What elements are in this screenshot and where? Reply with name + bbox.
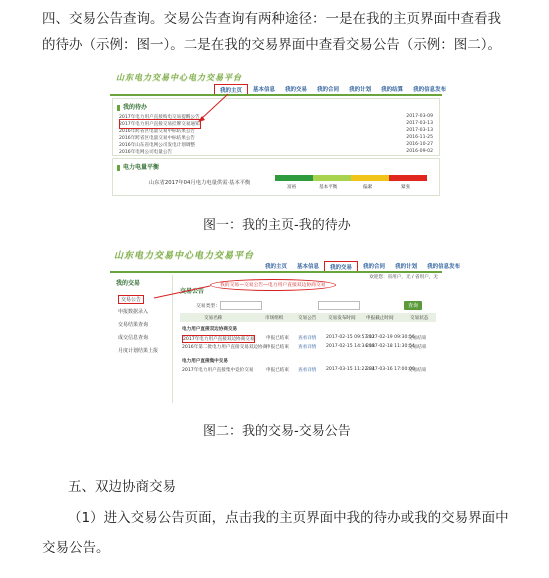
figure-2-screenshot xyxy=(110,246,461,406)
legend-bar-tight xyxy=(351,175,389,181)
group-title: 电力用户直接双边协商交易 xyxy=(182,327,238,332)
annotation-text: 我的交易—交易公告—电力用户直接双边协商交易 xyxy=(220,283,326,288)
platform-logo: 山东电力交易中心电力交易平台 xyxy=(114,251,255,261)
balance-text: 山东省2017年04月电力电量供需·基本平衡 xyxy=(149,180,251,186)
figure-2-caption: 图二：我的交易-交易公告 xyxy=(203,424,351,439)
legend-bar-balanced xyxy=(313,175,351,181)
intro-line-2: 的待办（示例：图一）。二是在我的交易界面中查看交易公告（示例：图二）。 xyxy=(42,37,501,53)
section-title: 交易公告 xyxy=(180,288,205,295)
welcome-text: 欢迎您：省用户，无 / 省用户，无 xyxy=(369,275,438,280)
table-row[interactable]: 2017年电力用户直接双边协商交易 申报已结束 查看详情 2017-02-15 09:57:12 2017-02-19 09:30:56 交易结束 xyxy=(183,335,427,342)
todo-item[interactable]: 2017年电力用户直接交易挂牌交易通知 2017-03-13 xyxy=(119,121,433,127)
legend-bar-surplus xyxy=(275,175,313,181)
col-header: 申报截止时间 xyxy=(366,316,394,321)
balance-panel xyxy=(112,158,440,196)
todo-item[interactable]: 2016年电网公司电量公告 2016-09-02 xyxy=(119,149,433,155)
nav-my-info-release[interactable]: 我的信息发布 xyxy=(427,264,461,270)
date-input[interactable] xyxy=(318,301,360,310)
todo-item[interactable]: 2016年山东省电网公司发电计划调整 2016-10-27 xyxy=(119,142,433,148)
sidebar-item-declaration[interactable]: 申报数据录入 xyxy=(118,309,149,315)
figure-1-screenshot xyxy=(110,70,447,198)
legend-label: 紧张 xyxy=(401,185,411,190)
trade-type-select[interactable] xyxy=(220,301,262,310)
annotation-arrow xyxy=(110,246,442,406)
legend-label: 偏紧 xyxy=(363,185,373,190)
sidebar-item-deal[interactable]: 成交信息查询 xyxy=(118,335,149,341)
balance-title: 电力电量平衡 xyxy=(117,162,159,171)
figure-1-caption: 图一：我的主页-我的待办 xyxy=(203,218,351,233)
todo-item[interactable]: 2016年跨省区电量交易中标结果公告 2016-11-25 xyxy=(119,135,433,141)
sidebar-item-announcement[interactable]: 交易公告 xyxy=(118,295,144,304)
table-row[interactable]: 2016年第二批电力用户直接交易双边协商 申报已结束 查看详情 2017-02-15 14:34:18 2017-02-18 11:30:54 交易结束 xyxy=(182,344,427,350)
todo-item[interactable]: 2016年跨省区电量交易中标结果公告 2017-03-13 xyxy=(119,128,433,134)
nav-my-home[interactable]: 我的主页 xyxy=(214,84,248,96)
nav-my-trade[interactable]: 我的交易 xyxy=(324,261,358,273)
nav-my-info-release[interactable]: 我的信息发布 xyxy=(413,87,447,93)
table-row[interactable]: 2017年电力用户直接集中竞价交易 申报已结束 查看详情 2017-03-15 11:22:34 2017-03-16 17:00:00 交易结束 xyxy=(182,367,427,373)
todo-item[interactable]: 2017年电力用户直接购电交易提醒公告 2017-03-09 xyxy=(119,114,433,120)
group-title: 电力用户直接集中交易 xyxy=(182,359,228,364)
col-header: 交易名称 xyxy=(204,316,223,321)
platform-logo: 山东电力交易中心电力交易平台 xyxy=(116,73,242,82)
search-button[interactable]: 查询 xyxy=(404,301,422,310)
sidebar-item-monthly[interactable]: 月度计划结果上报 xyxy=(118,348,159,354)
step-line-2: 交易公告。 xyxy=(42,540,110,556)
nav-my-home[interactable]: 我的主页 xyxy=(265,264,288,270)
nav-my-contract[interactable]: 我的合同 xyxy=(317,87,340,93)
legend-label: 富裕 xyxy=(287,185,297,190)
intro-line-1: 四、交易公告查询。交易公告查询有两种途径：一是在我的主页界面中查看我 xyxy=(42,11,501,27)
nav-my-settlement[interactable]: 我的结算 xyxy=(381,87,404,93)
todo-title: 我的待办 xyxy=(117,102,147,111)
col-header: 交易公告 xyxy=(298,316,317,321)
col-header: 市场组织 xyxy=(265,316,284,321)
nav-basic-info[interactable]: 基本信息 xyxy=(253,87,276,93)
filter-label: 交易类型： xyxy=(196,304,220,309)
nav-my-plan[interactable]: 我的计划 xyxy=(395,264,418,270)
legend-bar-shortage xyxy=(389,175,427,181)
col-header: 交易状态 xyxy=(410,316,429,321)
nav-my-plan[interactable]: 我的计划 xyxy=(349,87,372,93)
section-5-heading: 五、双边协商交易 xyxy=(68,479,176,495)
col-header: 交易发布时间 xyxy=(328,316,356,321)
nav-basic-info[interactable]: 基本信息 xyxy=(297,264,320,270)
sidebar-title: 我的交易 xyxy=(116,280,141,287)
legend-label: 基本平衡 xyxy=(319,185,338,190)
nav-my-trade[interactable]: 我的交易 xyxy=(285,87,308,93)
sidebar-item-result[interactable]: 交易结果查询 xyxy=(118,322,149,328)
step-line-1: （1）进入交易公告页面，点击我的主页界面中我的待办或我的交易界面中 xyxy=(68,510,509,526)
nav-my-contract[interactable]: 我的合同 xyxy=(363,264,386,270)
